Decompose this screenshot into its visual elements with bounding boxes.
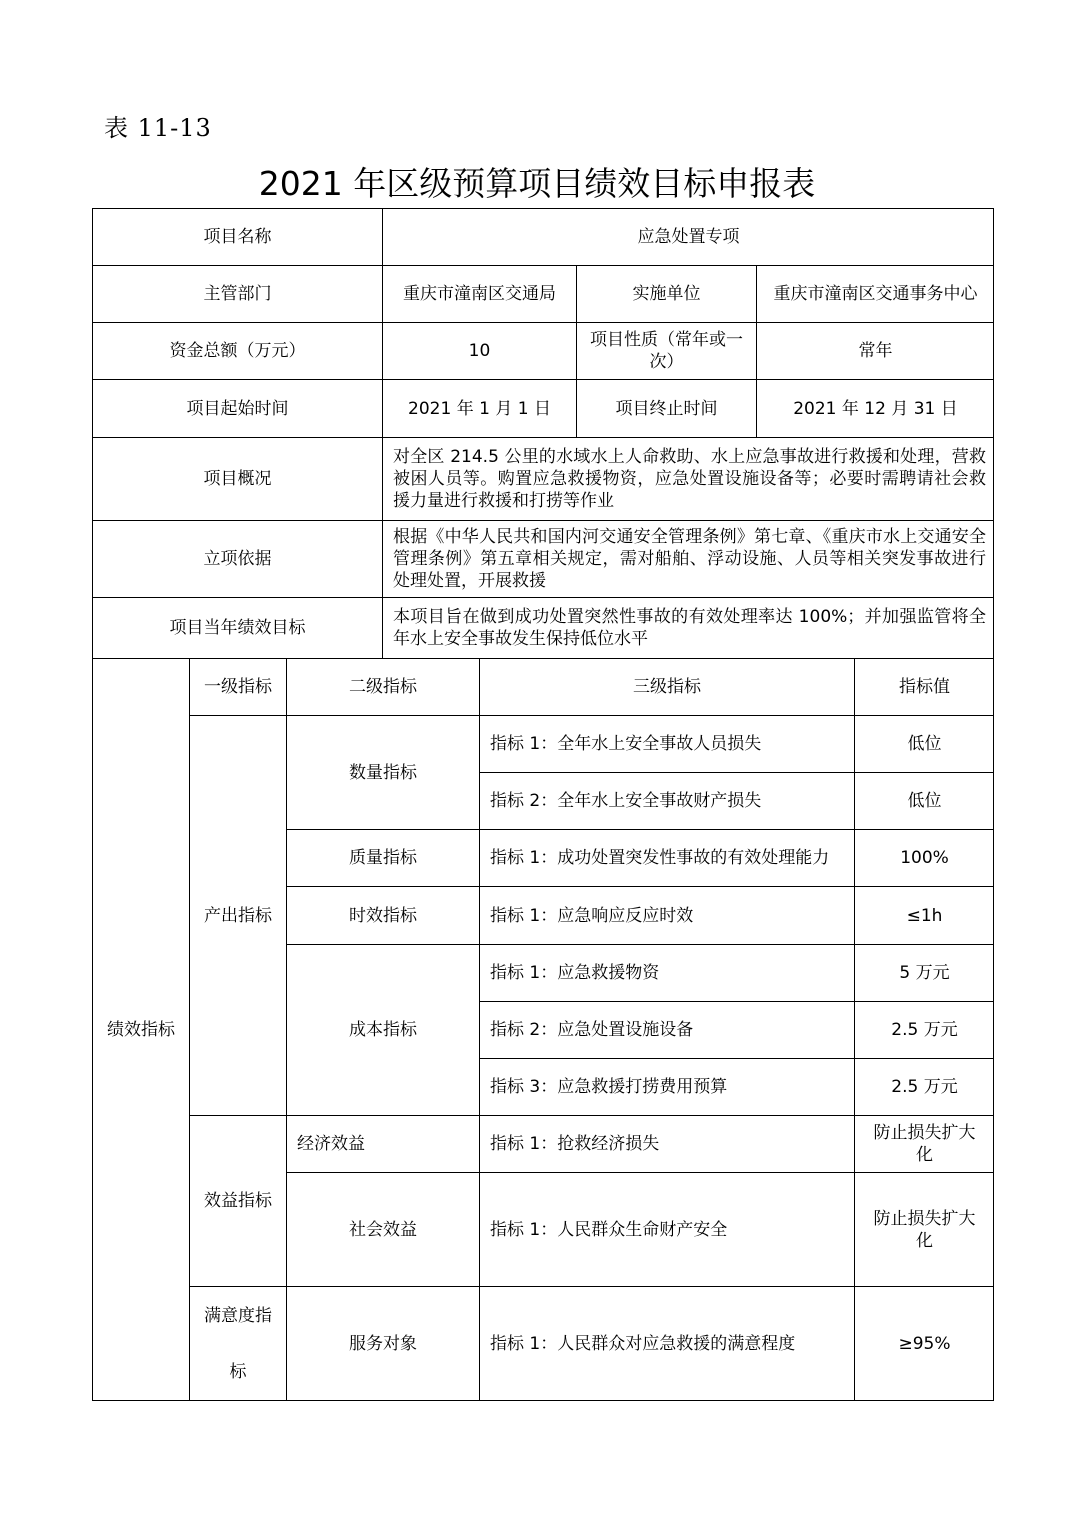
end-label: 项目终止时间 [577,380,757,438]
table-number-label: 表 11-13 [104,114,212,142]
header-level1: 一级指标 [190,659,287,716]
cost-indicator-label: 成本指标 [287,945,480,1116]
indicator-row-name: 指标 1：应急救援物资 [480,945,855,1002]
indicator-row-value: 低位 [855,716,994,773]
dept-value: 重庆市潼南区交通局 [383,266,577,323]
fund-value: 10 [383,323,577,380]
unit-label: 实施单位 [577,266,757,323]
quantity-indicator-label: 数量指标 [287,716,480,830]
timeliness-indicator-label: 时效指标 [287,887,480,945]
service-target-label: 服务对象 [287,1287,480,1401]
indicator-row-name: 指标 1：全年水上安全事故人员损失 [480,716,855,773]
indicator-row-value: 100% [855,830,994,887]
document-title: 2021 年区级预算项目绩效目标申报表 [258,164,816,203]
project-name-value: 应急处置专项 [383,209,994,266]
start-label: 项目起始时间 [93,380,383,438]
indicator-row-value: 2.5 万元 [855,1059,994,1116]
quality-indicator-label: 质量指标 [287,830,480,887]
goal-label: 项目当年绩效目标 [93,598,383,659]
header-value: 指标值 [855,659,994,716]
unit-value: 重庆市潼南区交通事务中心 [757,266,994,323]
indicator-row-name: 指标 2：应急处置设施设备 [480,1002,855,1059]
indicator-row-name: 指标 1：人民群众生命财产安全 [480,1173,855,1287]
social-benefit-label: 社会效益 [287,1173,480,1287]
output-indicator-label: 产出指标 [190,716,287,1116]
indicator-row-name: 指标 1：应急响应反应时效 [480,887,855,945]
nature-value: 常年 [757,323,994,380]
indicator-row-value: ≤1h [855,887,994,945]
dept-label: 主管部门 [93,266,383,323]
overview-text: 对全区 214.5 公里的水域水上人命救助、水上应急事故进行救援和处理，营救被困人员等。购置应急救援物资，应急处置设施设备等；必要时需聘请社会救援力量进行救援和打捞等作业 [383,438,994,521]
indicator-row-value: ≥95% [898,1334,951,1354]
header-level3: 三级指标 [480,659,855,716]
performance-target-table [92,208,994,1401]
header-level2: 二级指标 [287,659,480,716]
indicator-row-name: 指标 1：人民群众对应急救援的满意程度 [480,1287,855,1401]
indicator-row-value: 5 万元 [855,945,994,1002]
end-value: 2021 年 12 月 31 日 [757,380,994,438]
satisfaction-indicator-label: 满意度指标 [190,1287,287,1401]
indicator-row-name: 指标 1：抢救经济损失 [480,1116,855,1173]
indicator-row-name: 指标 3：应急救援打捞费用预算 [480,1059,855,1116]
indicator-row-value: 防止损失扩大化 [855,1116,994,1173]
indicator-row-value: 2.5 万元 [855,1002,994,1059]
basis-text: 根据《中华人民共和国内河交通安全管理条例》第七章、《重庆市水上交通安全管理条例》第五章相关规定，需对船舶、浮动设施、人员等相关突发事故进行处理处置，开展救援 [383,521,994,598]
goal-text: 本项目旨在做到成功处置突然性事故的有效处理率达 100%；并加强监管将全年水上安全事故发生保持低位水平 [383,598,994,659]
indicator-row-value: 防止损失扩大化 [855,1173,994,1287]
nature-label: 项目性质（常年或一次） [577,323,757,380]
basis-label: 立项依据 [93,521,383,598]
economic-benefit-label: 经济效益 [287,1116,480,1173]
indicator-row-name: 指标 1：成功处置突发性事故的有效处理能力 [480,830,855,887]
indicator-row-name: 指标 2：全年水上安全事故财产损失 [480,773,855,830]
benefit-indicator-label: 效益指标 [190,1116,287,1287]
indicator-row-value: 低位 [855,773,994,830]
fund-label: 资金总额（万元） [93,323,383,380]
indicators-section-label: 绩效指标 [93,659,190,1401]
start-value: 2021 年 1 月 1 日 [383,380,577,438]
project-name-label: 项目名称 [93,209,383,266]
overview-label: 项目概况 [93,438,383,521]
